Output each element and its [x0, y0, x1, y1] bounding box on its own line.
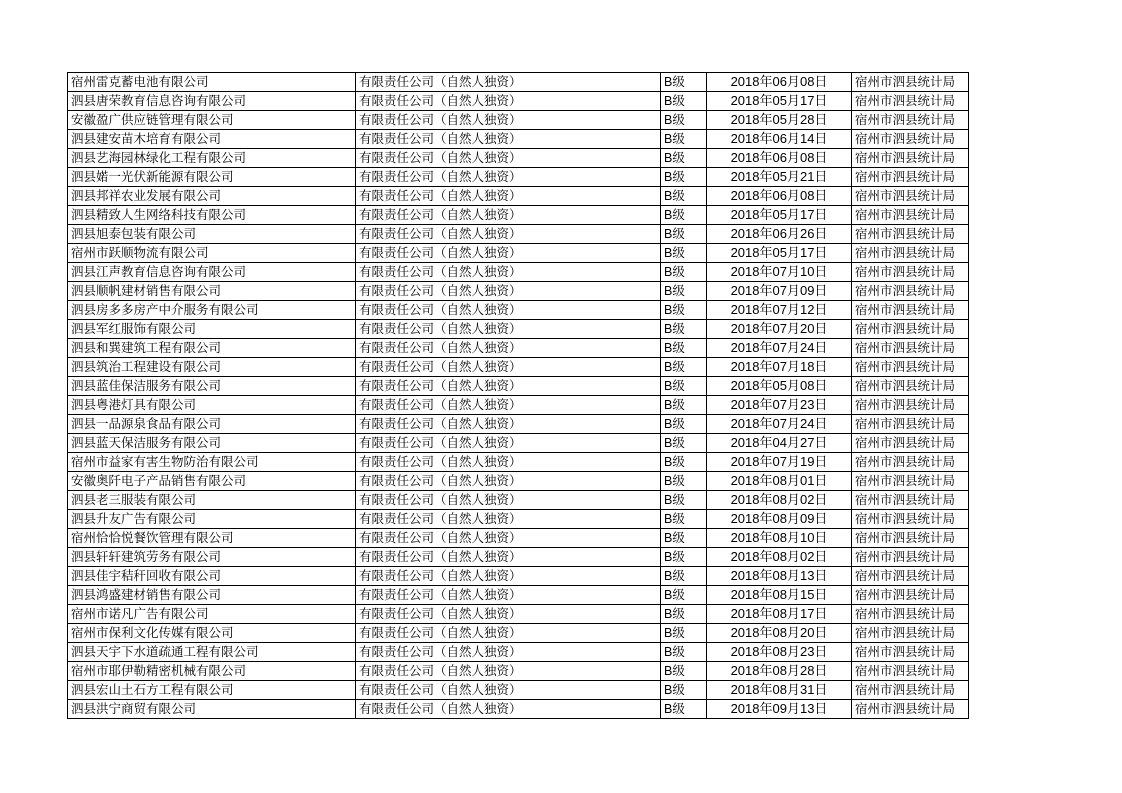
- company-type-cell: 有限责任公司（自然人独资）: [356, 92, 661, 111]
- company-name-cell: 泗县江声教育信息咨询有限公司: [68, 263, 356, 282]
- company-name-cell: 泗县旭泰包装有限公司: [68, 225, 356, 244]
- credit-grade-cell: B级: [661, 453, 707, 472]
- authority-cell: 宿州市泗县统计局: [852, 529, 969, 548]
- company-name-cell: 泗县蓝天保洁服务有限公司: [68, 434, 356, 453]
- credit-grade-cell: B级: [661, 396, 707, 415]
- authority-cell: 宿州市泗县统计局: [852, 168, 969, 187]
- company-name-cell: 泗县婼一光伏新能源有限公司: [68, 168, 356, 187]
- rating-date-cell: 2018年07月09日: [707, 282, 852, 301]
- company-name-cell: 泗县洪宁商贸有限公司: [68, 700, 356, 719]
- authority-cell: 宿州市泗县统计局: [852, 111, 969, 130]
- authority-cell: 宿州市泗县统计局: [852, 225, 969, 244]
- company-name-cell: 泗县顺帆建材销售有限公司: [68, 282, 356, 301]
- company-name-cell: 泗县筑治工程建设有限公司: [68, 358, 356, 377]
- authority-cell: 宿州市泗县统计局: [852, 301, 969, 320]
- company-type-cell: 有限责任公司（自然人独资）: [356, 377, 661, 396]
- authority-cell: 宿州市泗县统计局: [852, 149, 969, 168]
- rating-date-cell: 2018年05月28日: [707, 111, 852, 130]
- company-name-cell: 宿州市诺凡广告有限公司: [68, 605, 356, 624]
- credit-grade-cell: B级: [661, 472, 707, 491]
- company-type-cell: 有限责任公司（自然人独资）: [356, 567, 661, 586]
- company-type-cell: 有限责任公司（自然人独资）: [356, 605, 661, 624]
- company-type-cell: 有限责任公司（自然人独资）: [356, 510, 661, 529]
- authority-cell: 宿州市泗县统计局: [852, 491, 969, 510]
- company-type-cell: 有限责任公司（自然人独资）: [356, 434, 661, 453]
- authority-cell: 宿州市泗县统计局: [852, 662, 969, 681]
- authority-cell: 宿州市泗县统计局: [852, 263, 969, 282]
- company-type-cell: 有限责任公司（自然人独资）: [356, 130, 661, 149]
- table-row: [68, 92, 969, 111]
- credit-grade-cell: B级: [661, 187, 707, 206]
- table-row: [68, 206, 969, 225]
- authority-cell: 宿州市泗县统计局: [852, 73, 969, 92]
- company-name-cell: 泗县佳宇秸秆回收有限公司: [68, 567, 356, 586]
- rating-date-cell: 2018年08月17日: [707, 605, 852, 624]
- company-type-cell: 有限责任公司（自然人独资）: [356, 168, 661, 187]
- authority-cell: 宿州市泗县统计局: [852, 92, 969, 111]
- company-name-cell: 泗县艺海园林绿化工程有限公司: [68, 149, 356, 168]
- rating-date-cell: 2018年06月26日: [707, 225, 852, 244]
- company-name-cell: 泗县轩轩建筑劳务有限公司: [68, 548, 356, 567]
- credit-grade-cell: B级: [661, 548, 707, 567]
- authority-cell: 宿州市泗县统计局: [852, 548, 969, 567]
- credit-grade-cell: B级: [661, 491, 707, 510]
- table-row: [68, 529, 969, 548]
- credit-grade-cell: B级: [661, 643, 707, 662]
- rating-date-cell: 2018年07月12日: [707, 301, 852, 320]
- authority-cell: 宿州市泗县统计局: [852, 624, 969, 643]
- authority-cell: 宿州市泗县统计局: [852, 681, 969, 700]
- company-name-cell: 安徽盈广供应链管理有限公司: [68, 111, 356, 130]
- rating-date-cell: 2018年07月19日: [707, 453, 852, 472]
- rating-date-cell: 2018年08月09日: [707, 510, 852, 529]
- rating-date-cell: 2018年09月13日: [707, 700, 852, 719]
- company-type-cell: 有限责任公司（自然人独资）: [356, 206, 661, 225]
- company-type-cell: 有限责任公司（自然人独资）: [356, 529, 661, 548]
- rating-date-cell: 2018年06月08日: [707, 149, 852, 168]
- rating-date-cell: 2018年07月23日: [707, 396, 852, 415]
- authority-cell: 宿州市泗县统计局: [852, 453, 969, 472]
- table-row: [68, 320, 969, 339]
- rating-date-cell: 2018年04月27日: [707, 434, 852, 453]
- table-row: [68, 605, 969, 624]
- credit-grade-cell: B级: [661, 206, 707, 225]
- credit-grade-cell: B级: [661, 529, 707, 548]
- rating-date-cell: 2018年08月15日: [707, 586, 852, 605]
- table-row: [68, 339, 969, 358]
- authority-cell: 宿州市泗县统计局: [852, 434, 969, 453]
- credit-grade-cell: B级: [661, 225, 707, 244]
- table-row: [68, 510, 969, 529]
- company-name-cell: 泗县粤港灯具有限公司: [68, 396, 356, 415]
- rating-date-cell: 2018年06月08日: [707, 187, 852, 206]
- table-row: [68, 586, 969, 605]
- company-type-cell: 有限责任公司（自然人独资）: [356, 339, 661, 358]
- credit-grade-cell: B级: [661, 567, 707, 586]
- authority-cell: 宿州市泗县统计局: [852, 396, 969, 415]
- rating-date-cell: 2018年06月14日: [707, 130, 852, 149]
- authority-cell: 宿州市泗县统计局: [852, 586, 969, 605]
- company-type-cell: 有限责任公司（自然人独资）: [356, 320, 661, 339]
- company-type-cell: 有限责任公司（自然人独资）: [356, 415, 661, 434]
- credit-grade-cell: B级: [661, 168, 707, 187]
- table-row: [68, 187, 969, 206]
- company-type-cell: 有限责任公司（自然人独资）: [356, 586, 661, 605]
- table-row: [68, 548, 969, 567]
- table-row: [68, 244, 969, 263]
- table-row: [68, 643, 969, 662]
- authority-cell: 宿州市泗县统计局: [852, 510, 969, 529]
- rating-date-cell: 2018年05月17日: [707, 244, 852, 263]
- credit-grade-cell: B级: [661, 415, 707, 434]
- rating-date-cell: 2018年08月28日: [707, 662, 852, 681]
- company-name-cell: 宿州市耶伊勒精密机械有限公司: [68, 662, 356, 681]
- table-body: [68, 73, 969, 719]
- company-type-cell: 有限责任公司（自然人独资）: [356, 263, 661, 282]
- authority-cell: 宿州市泗县统计局: [852, 643, 969, 662]
- rating-date-cell: 2018年08月13日: [707, 567, 852, 586]
- authority-cell: 宿州市泗县统计局: [852, 700, 969, 719]
- credit-grade-cell: B级: [661, 358, 707, 377]
- company-name-cell: 宿州市保利文化传媒有限公司: [68, 624, 356, 643]
- company-type-cell: 有限责任公司（自然人独资）: [356, 282, 661, 301]
- rating-date-cell: 2018年08月10日: [707, 529, 852, 548]
- rating-date-cell: 2018年07月20日: [707, 320, 852, 339]
- rating-date-cell: 2018年08月02日: [707, 548, 852, 567]
- credit-grade-cell: B级: [661, 73, 707, 92]
- table-row: [68, 301, 969, 320]
- company-name-cell: 泗县蓝佳保洁服务有限公司: [68, 377, 356, 396]
- rating-date-cell: 2018年05月17日: [707, 206, 852, 225]
- authority-cell: 宿州市泗县统计局: [852, 130, 969, 149]
- table-row: [68, 567, 969, 586]
- authority-cell: 宿州市泗县统计局: [852, 358, 969, 377]
- table-row: [68, 282, 969, 301]
- rating-date-cell: 2018年08月23日: [707, 643, 852, 662]
- company-type-cell: 有限责任公司（自然人独资）: [356, 396, 661, 415]
- rating-date-cell: 2018年07月24日: [707, 339, 852, 358]
- company-name-cell: 泗县邦祥农业发展有限公司: [68, 187, 356, 206]
- company-name-cell: 泗县建安苗木培育有限公司: [68, 130, 356, 149]
- company-type-cell: 有限责任公司（自然人独资）: [356, 187, 661, 206]
- rating-date-cell: 2018年08月02日: [707, 491, 852, 510]
- authority-cell: 宿州市泗县统计局: [852, 339, 969, 358]
- company-type-cell: 有限责任公司（自然人独资）: [356, 149, 661, 168]
- table-row: [68, 168, 969, 187]
- rating-date-cell: 2018年08月20日: [707, 624, 852, 643]
- table-row: [68, 111, 969, 130]
- company-type-cell: 有限责任公司（自然人独资）: [356, 453, 661, 472]
- table-row: [68, 149, 969, 168]
- authority-cell: 宿州市泗县统计局: [852, 415, 969, 434]
- company-name-cell: 宿州恰恰悦餐饮管理有限公司: [68, 529, 356, 548]
- credit-grade-cell: B级: [661, 510, 707, 529]
- company-name-cell: 泗县军红服饰有限公司: [68, 320, 356, 339]
- table-row: [68, 130, 969, 149]
- credit-grade-cell: B级: [661, 263, 707, 282]
- credit-grade-cell: B级: [661, 282, 707, 301]
- credit-grade-cell: B级: [661, 586, 707, 605]
- credit-grade-cell: B级: [661, 624, 707, 643]
- credit-grade-cell: B级: [661, 605, 707, 624]
- credit-grade-cell: B级: [661, 681, 707, 700]
- company-name-cell: 泗县和巽建筑工程有限公司: [68, 339, 356, 358]
- table-row: [68, 700, 969, 719]
- table-row: [68, 377, 969, 396]
- company-name-cell: 泗县房多多房产中介服务有限公司: [68, 301, 356, 320]
- authority-cell: 宿州市泗县统计局: [852, 320, 969, 339]
- rating-date-cell: 2018年07月18日: [707, 358, 852, 377]
- table-row: [68, 434, 969, 453]
- table-row: [68, 472, 969, 491]
- authority-cell: 宿州市泗县统计局: [852, 377, 969, 396]
- company-type-cell: 有限责任公司（自然人独资）: [356, 643, 661, 662]
- table-row: [68, 453, 969, 472]
- credit-grade-cell: B级: [661, 244, 707, 263]
- company-type-cell: 有限责任公司（自然人独资）: [356, 358, 661, 377]
- credit-grade-cell: B级: [661, 111, 707, 130]
- table-row: [68, 681, 969, 700]
- company-name-cell: 泗县唐荣教育信息咨询有限公司: [68, 92, 356, 111]
- company-name-cell: 泗县宏山土石方工程有限公司: [68, 681, 356, 700]
- company-type-cell: 有限责任公司（自然人独资）: [356, 111, 661, 130]
- authority-cell: 宿州市泗县统计局: [852, 282, 969, 301]
- company-type-cell: 有限责任公司（自然人独资）: [356, 472, 661, 491]
- credit-grade-cell: B级: [661, 149, 707, 168]
- credit-grade-cell: B级: [661, 662, 707, 681]
- rating-date-cell: 2018年07月24日: [707, 415, 852, 434]
- company-name-cell: 泗县一品源泉食品有限公司: [68, 415, 356, 434]
- credit-grade-cell: B级: [661, 377, 707, 396]
- authority-cell: 宿州市泗县统计局: [852, 567, 969, 586]
- registry-table: [67, 72, 969, 719]
- company-name-cell: 泗县升友广告有限公司: [68, 510, 356, 529]
- rating-date-cell: 2018年06月08日: [707, 73, 852, 92]
- rating-date-cell: 2018年08月01日: [707, 472, 852, 491]
- company-type-cell: 有限责任公司（自然人独资）: [356, 681, 661, 700]
- rating-date-cell: 2018年05月21日: [707, 168, 852, 187]
- company-type-cell: 有限责任公司（自然人独资）: [356, 225, 661, 244]
- company-type-cell: 有限责任公司（自然人独资）: [356, 700, 661, 719]
- credit-grade-cell: B级: [661, 339, 707, 358]
- rating-date-cell: 2018年07月10日: [707, 263, 852, 282]
- table-row: [68, 662, 969, 681]
- company-type-cell: 有限责任公司（自然人独资）: [356, 301, 661, 320]
- rating-date-cell: 2018年05月08日: [707, 377, 852, 396]
- table-row: [68, 491, 969, 510]
- credit-grade-cell: B级: [661, 320, 707, 339]
- table-row: [68, 263, 969, 282]
- company-type-cell: 有限责任公司（自然人独资）: [356, 244, 661, 263]
- authority-cell: 宿州市泗县统计局: [852, 472, 969, 491]
- company-name-cell: 宿州雷克蓄电池有限公司: [68, 73, 356, 92]
- company-name-cell: 泗县老三服装有限公司: [68, 491, 356, 510]
- authority-cell: 宿州市泗县统计局: [852, 187, 969, 206]
- company-name-cell: 泗县天宇下水道疏通工程有限公司: [68, 643, 356, 662]
- authority-cell: 宿州市泗县统计局: [852, 206, 969, 225]
- company-type-cell: 有限责任公司（自然人独资）: [356, 662, 661, 681]
- table-row: [68, 624, 969, 643]
- table-row: [68, 358, 969, 377]
- company-name-cell: 宿州市跃顺物流有限公司: [68, 244, 356, 263]
- authority-cell: 宿州市泗县统计局: [852, 605, 969, 624]
- rating-date-cell: 2018年05月17日: [707, 92, 852, 111]
- company-type-cell: 有限责任公司（自然人独资）: [356, 73, 661, 92]
- table-row: [68, 396, 969, 415]
- company-name-cell: 泗县精致人生网络科技有限公司: [68, 206, 356, 225]
- company-type-cell: 有限责任公司（自然人独资）: [356, 491, 661, 510]
- table-row: [68, 415, 969, 434]
- credit-grade-cell: B级: [661, 301, 707, 320]
- company-name-cell: 安徽奥阡电子产品销售有限公司: [68, 472, 356, 491]
- company-name-cell: 宿州市益家有害生物防治有限公司: [68, 453, 356, 472]
- credit-grade-cell: B级: [661, 434, 707, 453]
- company-name-cell: 泗县鸿盛建材销售有限公司: [68, 586, 356, 605]
- company-type-cell: 有限责任公司（自然人独资）: [356, 548, 661, 567]
- credit-grade-cell: B级: [661, 130, 707, 149]
- credit-grade-cell: B级: [661, 700, 707, 719]
- table-row: [68, 225, 969, 244]
- authority-cell: 宿州市泗县统计局: [852, 244, 969, 263]
- table-row: [68, 73, 969, 92]
- credit-grade-cell: B级: [661, 92, 707, 111]
- rating-date-cell: 2018年08月31日: [707, 681, 852, 700]
- company-type-cell: 有限责任公司（自然人独资）: [356, 624, 661, 643]
